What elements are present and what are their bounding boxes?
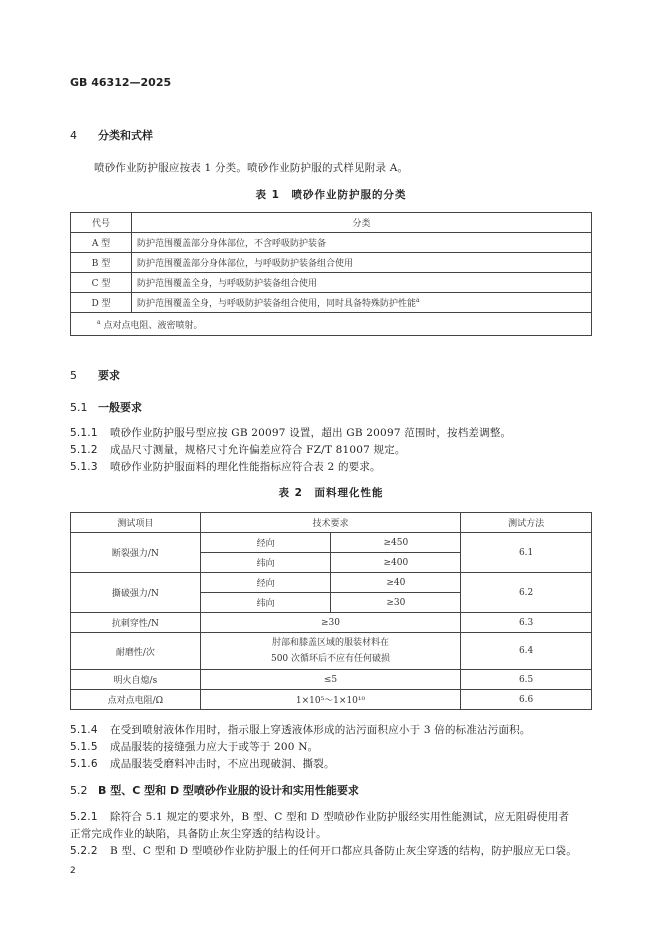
clause-5-1-3 [70, 459, 381, 474]
page-number: 2 [70, 866, 76, 876]
table-row [71, 533, 592, 553]
table-cell: 6.4 [461, 633, 592, 670]
section-number: 4 [70, 129, 77, 142]
table-row [71, 513, 592, 533]
table-cell: 6.5 [461, 670, 592, 690]
table-2-caption: 表 2 面料理化性能 [278, 487, 384, 499]
table-cell: 经向 [200, 533, 331, 553]
table-cell [132, 293, 592, 313]
table-cell: 防护范围覆盖部分身体部位，不含呼吸防护装备 [132, 233, 592, 253]
table-1-caption: 表 1 喷砂作业防护服的分类 [255, 189, 407, 201]
table-cell: D 型 [71, 293, 132, 313]
table-cell: 纬向 [200, 593, 331, 613]
subsection-5-1-heading [70, 399, 142, 415]
table-row [71, 690, 592, 710]
table-row [71, 213, 592, 233]
section-5-heading [70, 367, 120, 383]
table-header-cell: 分类 [132, 213, 592, 233]
table-row [71, 233, 592, 253]
table-cell: 6.6 [461, 690, 592, 710]
clause-text: 成品尺寸测量，规格尺寸允许偏差应符合 FZ/T 81007 规定。 [110, 444, 406, 456]
section-number: 5.1 [70, 401, 88, 414]
table-cell: 防护范围覆盖部分身体部位，与呼吸防护装备组合使用 [132, 253, 592, 273]
clause-text: 成品服装受磨料冲击时，不应出现破洞、撕裂。 [110, 758, 335, 770]
table-row [71, 253, 592, 273]
table-footnote [71, 313, 592, 336]
cell-line: 肘部和膝盖区域的服装材料在 [271, 638, 389, 648]
table-cell: 经向 [200, 573, 331, 593]
clause-text: 喷砂作业防护服号型应按 GB 20097 设置，超出 GB 20097 范围时，按档差调整。 [110, 427, 512, 439]
table-cell: 防护范围覆盖全身，与呼吸防护装备组合使用 [132, 273, 592, 293]
clause-number: 5.2.2 [70, 845, 98, 857]
clause-number: 5.1.5 [70, 741, 98, 753]
table-cell: ≥30 [331, 593, 461, 613]
section-title: B 型、C 型和 D 型喷砂作业服的设计和实用性能要求 [98, 784, 359, 797]
clause-5-2-1-continued: 正常完成作业的缺陷，具备防止灰尘穿透的结构设计。 [70, 828, 327, 840]
clause-5-1-4 [70, 722, 531, 737]
section-title: 要求 [98, 369, 120, 382]
table-header-cell: 测试方法 [461, 513, 592, 533]
clause-5-1-1 [70, 425, 511, 440]
clause-text: 成品服装的接缝强力应大于或等于 200 N。 [110, 741, 319, 753]
clause-text: 除符合 5.1 规定的要求外，B 型、C 型和 D 型喷砂作业防护服经实用性能测试，应无阻碍使用者 [110, 811, 570, 823]
footnote-text: 点对点电阻、液密喷射。 [103, 320, 203, 331]
table-cell: 明火自熄/s [71, 670, 201, 690]
table-cell: 6.1 [461, 533, 592, 573]
table-cell: B 型 [71, 253, 132, 273]
clause-5-1-2 [70, 442, 406, 457]
table-cell: ≥450 [331, 533, 461, 553]
clause-number: 5.1.4 [70, 724, 98, 736]
table-cell: ≥40 [331, 573, 461, 593]
clause-5-2-2 [70, 843, 577, 858]
footnote-mark: a [416, 297, 420, 304]
table-row [71, 633, 592, 670]
table-cell [200, 633, 460, 670]
subsection-5-2-heading [70, 782, 359, 798]
table-cell: 点对点电阻/Ω [71, 690, 201, 710]
table-1 [70, 212, 592, 336]
clause-number: 5.1.2 [70, 444, 98, 456]
table-header-cell: 技术要求 [200, 513, 460, 533]
section-4-paragraph: 喷砂作业防护服应按表 1 分类。喷砂作业防护服的式样见附录 A。 [94, 162, 409, 174]
table-cell: ≥30 [200, 613, 460, 633]
clause-text: B 型、C 型和 D 型喷砂作业防护服上的任何开口都应具备防止灰尘穿透的结构，防护服应无口袋。 [110, 845, 577, 857]
clause-number: 5.1.1 [70, 427, 98, 439]
table-cell: 撕破强力/N [71, 573, 201, 613]
table-row [71, 613, 592, 633]
table-cell: C 型 [71, 273, 132, 293]
table-cell: 纬向 [200, 553, 331, 573]
table-cell: 耐磨性/次 [71, 633, 201, 670]
table-row [71, 293, 592, 313]
clause-number: 5.2.1 [70, 811, 98, 823]
table-header-cell: 测试项目 [71, 513, 201, 533]
table-row [71, 573, 592, 593]
table-cell: 抗刺穿性/N [71, 613, 201, 633]
table-row [71, 273, 592, 293]
clause-number: 5.1.6 [70, 758, 98, 770]
table-row [71, 670, 592, 690]
clause-text: 在受到喷射液体作用时，指示服上穿透液体形成的沾污面积应小于 3 倍的标准沾污面积。 [110, 724, 531, 736]
cell-line: 500 次循环后不应有任何破损 [270, 654, 391, 664]
standard-code: GB 46312—2025 [70, 76, 172, 89]
table-cell: 6.2 [461, 573, 592, 613]
table-row [71, 313, 592, 336]
clause-5-1-5 [70, 739, 318, 754]
clause-5-2-1 [70, 809, 569, 824]
cell-text: 防护范围覆盖全身，与呼吸防护装备组合使用，同时具备特殊防护性能 [137, 299, 417, 309]
table-2 [70, 512, 592, 710]
table-cell: 断裂强力/N [71, 533, 201, 573]
clause-text: 喷砂作业防护服面料的理化性能指标应符合表 2 的要求。 [110, 461, 381, 473]
section-title: 一般要求 [98, 401, 142, 414]
table-cell: ≤5 [200, 670, 460, 690]
table-cell: A 型 [71, 233, 132, 253]
clause-number: 5.1.3 [70, 461, 98, 473]
table-header-cell: 代号 [71, 213, 132, 233]
table-cell: 6.3 [461, 613, 592, 633]
table-cell: ≥400 [331, 553, 461, 573]
clause-5-1-6 [70, 756, 335, 771]
footnote-mark: a [97, 318, 101, 326]
table-cell: 1×10⁵～1×10¹⁰ [200, 690, 460, 710]
section-title: 分类和式样 [98, 129, 153, 142]
section-number: 5.2 [70, 784, 88, 797]
section-number: 5 [70, 369, 77, 382]
section-4-heading [70, 127, 153, 143]
